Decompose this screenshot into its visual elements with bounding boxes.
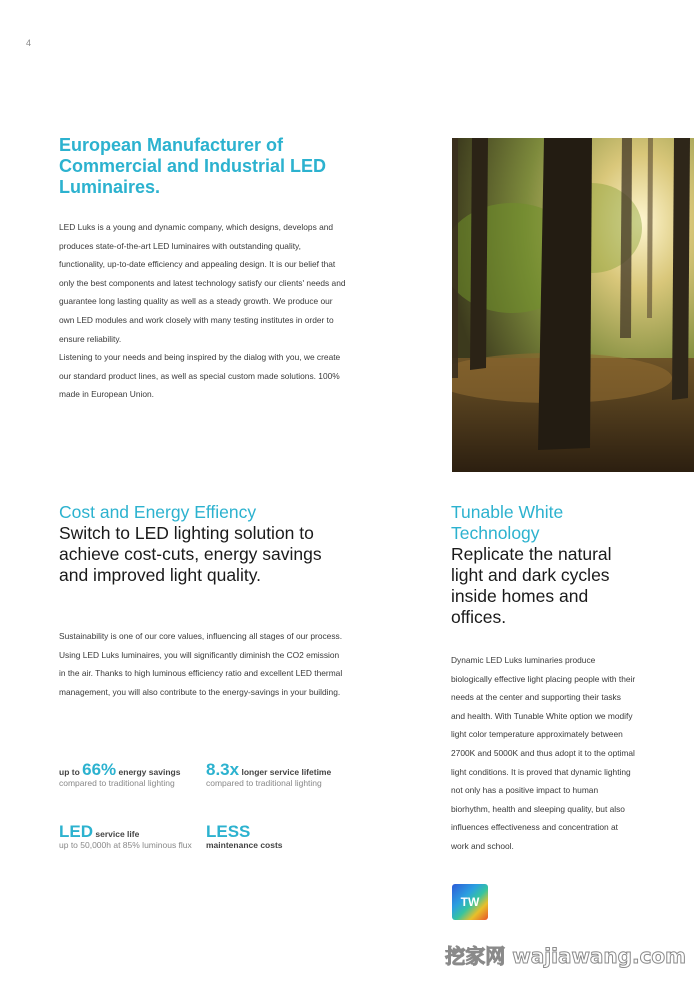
stat-value: 66%	[82, 760, 117, 779]
stat-detail: up to 50,000h at 85% luminous flux	[59, 840, 192, 850]
tunable-title	[451, 502, 641, 628]
forest-photo	[452, 138, 694, 472]
forest-illustration	[452, 138, 694, 472]
stat-label: service life	[93, 829, 140, 839]
cost-heading: Cost and Energy Effiency	[59, 502, 257, 522]
intro-title: European Manufacturer of Commercial and Industrial LED Luminaires.	[59, 135, 327, 197]
watermark: 挖家网 wajiawang.com	[445, 944, 686, 968]
page-number: 4	[26, 38, 32, 48]
stat-label: longer service lifetime	[239, 767, 332, 777]
tunable-text: Dynamic LED Luks luminaries produce biologically effective light placing people with their needs at the center and supporting their tasks and health. With Tunable White option we modify light color temperature approximately between 2700K and 5000K and thus adopt it to the optimal light conditions. It is proved that dynamic lighting not only has a positive impact to human biorhythm, health and sleeping quality, but also influences effectiveness and concentration at work and school.	[451, 655, 636, 851]
stat-value: LED	[59, 822, 93, 841]
stat-led-service-life	[59, 822, 194, 851]
stat-value: LESS	[206, 822, 251, 841]
intro-paragraph-2: Listening to your needs and being inspired by the dialog with you, we create our standard product lines, as well as special custom made solutions. 100% made in European Union.	[59, 352, 341, 400]
stat-maintenance	[206, 822, 341, 851]
stat-prefix: up to	[59, 767, 83, 777]
stat-energy-savings	[59, 760, 194, 789]
stat-value: 8.3x	[206, 760, 240, 779]
stat-label: energy savings	[116, 767, 181, 777]
cost-subheading: Switch to LED lighting solution to achieve cost-cuts, energy savings and improved light quality.	[59, 523, 322, 585]
stat-service-lifetime	[206, 760, 341, 789]
stat-label: maintenance costs	[206, 840, 283, 850]
cost-text: Sustainability is one of our core values, influencing all stages of our process. Using LED Luks luminaires, you will significantly diminish the CO2 emission in the air. Thanks to high luminous efficiency ratio and excellent LED thermal management, you will also contribute to the energy-savings in your building.	[59, 631, 343, 697]
stat-detail: compared to traditional lighting	[206, 778, 322, 788]
tunable-white-badge-icon: TW	[452, 884, 488, 920]
cost-title	[59, 502, 329, 586]
tunable-heading: Tunable White Technology	[451, 502, 564, 543]
tunable-subheading: Replicate the natural light and dark cycles inside homes and offices.	[451, 544, 612, 627]
stat-detail: compared to traditional lighting	[59, 778, 175, 788]
intro-text	[59, 218, 349, 404]
intro-paragraph-1: LED Luks is a young and dynamic company, which designs, develops and produces state-of-the-art LED luminaires with outstanding quality, functionality, up-to-date efficiency and appealing design. It is our belief that only the best components and latest technology satisfy our clients' needs and guarantee long lasting quality as well as a steady growth. We produce our own LED modules and work closely with many testing institutes in order to ensure reliability.	[59, 222, 346, 344]
